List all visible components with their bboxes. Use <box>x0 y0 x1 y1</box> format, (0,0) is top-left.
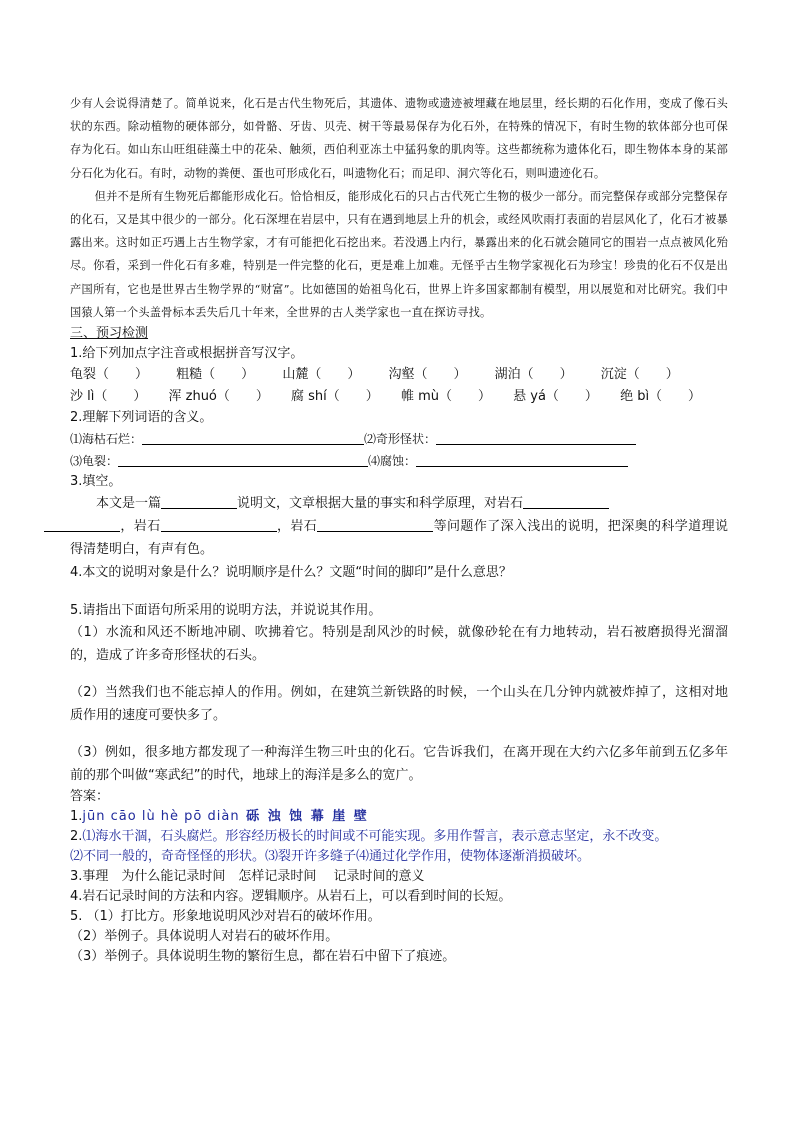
answer-4: 4.岩石记录时间的方法和内容。逻辑顺序。从岩石上，可以看到时间的长短。 <box>70 889 512 905</box>
answer-blank[interactable] <box>161 517 277 532</box>
q1-item: 沙 lì（ ） <box>70 389 147 405</box>
section-title: 三、预习检测 <box>70 326 149 342</box>
passage-paragraph-2: 但并不是所有生物死后都能形成化石。恰恰相反，能形成化石的只占古代死亡生物的极少一部分。而完整保存或部分完整保存的化石，又是其中很少的一部分。化石深埋在岩层中，只有在遇到地层上升的机会，或经风吹雨打表面的岩层风化了，化石才被暴露出来。这时如正巧遇上古生物学家，才有可能把化石挖出来。若没遇上内行，暴露出来的化石就会随同它的围岩一点点被风化殆尽。你看，采到一件化石有多难，特别是一件完整的化石，更是难上加难。无怪乎古生物学家视化石为珍宝！珍贵的化石不仅是出产国所有，它也是世界古生物学界的“财富”。比如德国的始祖鸟化石，世界上许多国家都制有模型，用以展览和对比研究。我们中国猿人第一个头盖骨标本丢失后几十年来，全世界的古人类学家也一直在探访寻找。 <box>70 189 728 319</box>
q3-text-part: 等问题作了深入浅出的说明，把深奥的科学道理说得清楚明白，有声有色。 <box>70 519 728 558</box>
answer-blank[interactable] <box>436 430 636 445</box>
document-page <box>70 92 728 967</box>
answer-1-chars: 砾 浊 蚀 幕 崖 壁 <box>239 809 369 825</box>
q3-text-part: 本文是一篇 <box>96 496 162 512</box>
q1-item: 绝 bì（ ） <box>620 389 702 405</box>
answer-blank[interactable] <box>44 517 120 532</box>
q1-item: 龟裂（ ） <box>70 367 149 383</box>
q2-line-2 <box>70 450 728 472</box>
answer-1 <box>70 807 728 827</box>
q1-item: 山麓（ ） <box>282 367 361 383</box>
q1-row-2 <box>70 386 728 408</box>
answer-5-2: （2）举例子。具体说明人对岩石的破坏作用。 <box>70 929 339 945</box>
q3-text-part: 说明文，文章根据大量的事实和科学原理，对岩石 <box>237 496 524 512</box>
answer-blank[interactable] <box>523 494 609 509</box>
answer-3: 3.事理 为什么能记录时间 怎样记录时间 记录时间的意义 <box>70 869 425 885</box>
q3-text <box>70 492 728 561</box>
q5-sentence-2: （2）当然我们也不能忘掉人的作用。例如，在建筑兰新铁路的时候，一个山头在几分钟内就被炸掉了，这相对地质作用的速度可要快多了。 <box>70 685 728 724</box>
q1-item: 沉淀（ ） <box>600 367 679 383</box>
q4-text: 4.本文的说明对象是什么？说明顺序是什么？文题“时间的脚印”是什么意思？ <box>70 565 512 581</box>
answer-2-text: ⑴海水干涸，石头腐烂。形容经历极长的时间或不可能实现。多用作誓言，表示意志坚定，永不改变。 <box>82 829 668 845</box>
q2-term-4: ⑷腐蚀： <box>368 454 417 469</box>
q3-text-part: ，岩石 <box>120 519 161 535</box>
q1-title: 1.给下列加点字注音或根据拼音写汉字。 <box>70 346 304 362</box>
q1-item: 湖泊（ ） <box>494 367 573 383</box>
q2-term-2: ⑵奇形怪状： <box>364 432 437 447</box>
q5-sentence-1: （1）水流和风还不断地冲刷、吹拂着它。特别是刮风沙的时候，就像砂轮在有力地转动，岩石被磨损得光溜溜的，造成了许多奇形怪状的石头。 <box>70 625 728 664</box>
answer-blank[interactable] <box>161 494 237 509</box>
answer-5-3: （3）举例子。具体说明生物的繁衍生息，都在岩石中留下了痕迹。 <box>70 949 456 965</box>
answer-5-1: 5. （1）打比方。形象地说明风沙对岩石的破坏作用。 <box>70 909 381 925</box>
answers-title: 答案： <box>70 789 110 805</box>
answer-blank[interactable] <box>142 430 364 445</box>
q1-item: 粗糙（ ） <box>176 367 255 383</box>
answer-blank[interactable] <box>416 452 628 467</box>
q1-row-1 <box>70 364 728 386</box>
answer-2-line-1 <box>70 827 728 847</box>
q2-term-1: ⑴海枯石烂： <box>70 432 143 447</box>
q2-term-3: ⑶龟裂： <box>70 454 119 469</box>
q5-title: 5.请指出下面语句所采用的说明方法，并说说其作用。 <box>70 603 382 619</box>
passage-paragraph-1: 少有人会说得清楚了。简单说来，化石是古代生物死后，其遗体、遗物或遗迹被埋藏在地层里，经长期的石化作用，变成了像石头状的东西。除动植物的硬体部分，如骨骼、牙齿、贝壳、树干等最易保存为化石外，在特殊的情况下，有时生物的软体部分也可保存为化石。如山东山旺组硅藻土中的花朵、触须，西伯利亚冻土中猛犸象的肌肉等。这些都统称为遗体化石，即生物体本身的某部分石化为化石。有时，动物的粪便、蛋也可形成化石，叫遗物化石；而足印、洞穴等化石，则叫遗迹化石。 <box>70 97 728 180</box>
q1-item: 帷 mù（ ） <box>400 389 491 405</box>
answer-number: 1. <box>70 809 83 825</box>
q3-title: 3.填空。 <box>70 474 122 490</box>
q1-item: 沟壑（ ） <box>388 367 467 383</box>
answer-1-pinyin: jūn cāo lù hè pō diàn <box>82 809 240 825</box>
answer-blank[interactable] <box>118 452 368 467</box>
answer-number: 2. <box>70 829 83 845</box>
answer-2-line-2: ⑵不同一般的，奇奇怪怪的形状。⑶裂开许多缝子⑷通过化学作用，使物体逐渐消损破坏。 <box>70 849 591 865</box>
q3-text-part: ，岩石 <box>276 519 318 535</box>
q2-line-1 <box>70 428 728 450</box>
q2-title: 2.理解下列词语的含义。 <box>70 410 213 426</box>
q1-item: 悬 yá（ ） <box>513 389 598 405</box>
q1-item: 腐 shí（ ） <box>291 389 379 405</box>
q1-item: 浑 zhuó（ ） <box>168 389 269 405</box>
q5-sentence-3: （3）例如，很多地方都发现了一种海洋生物三叶虫的化石。它告诉我们，在离开现在大约六亿多年前到五亿多年前的那个叫做“寒武纪”的时代，地球上的海洋是多么的宽广。 <box>70 745 728 784</box>
answer-blank[interactable] <box>317 517 433 532</box>
